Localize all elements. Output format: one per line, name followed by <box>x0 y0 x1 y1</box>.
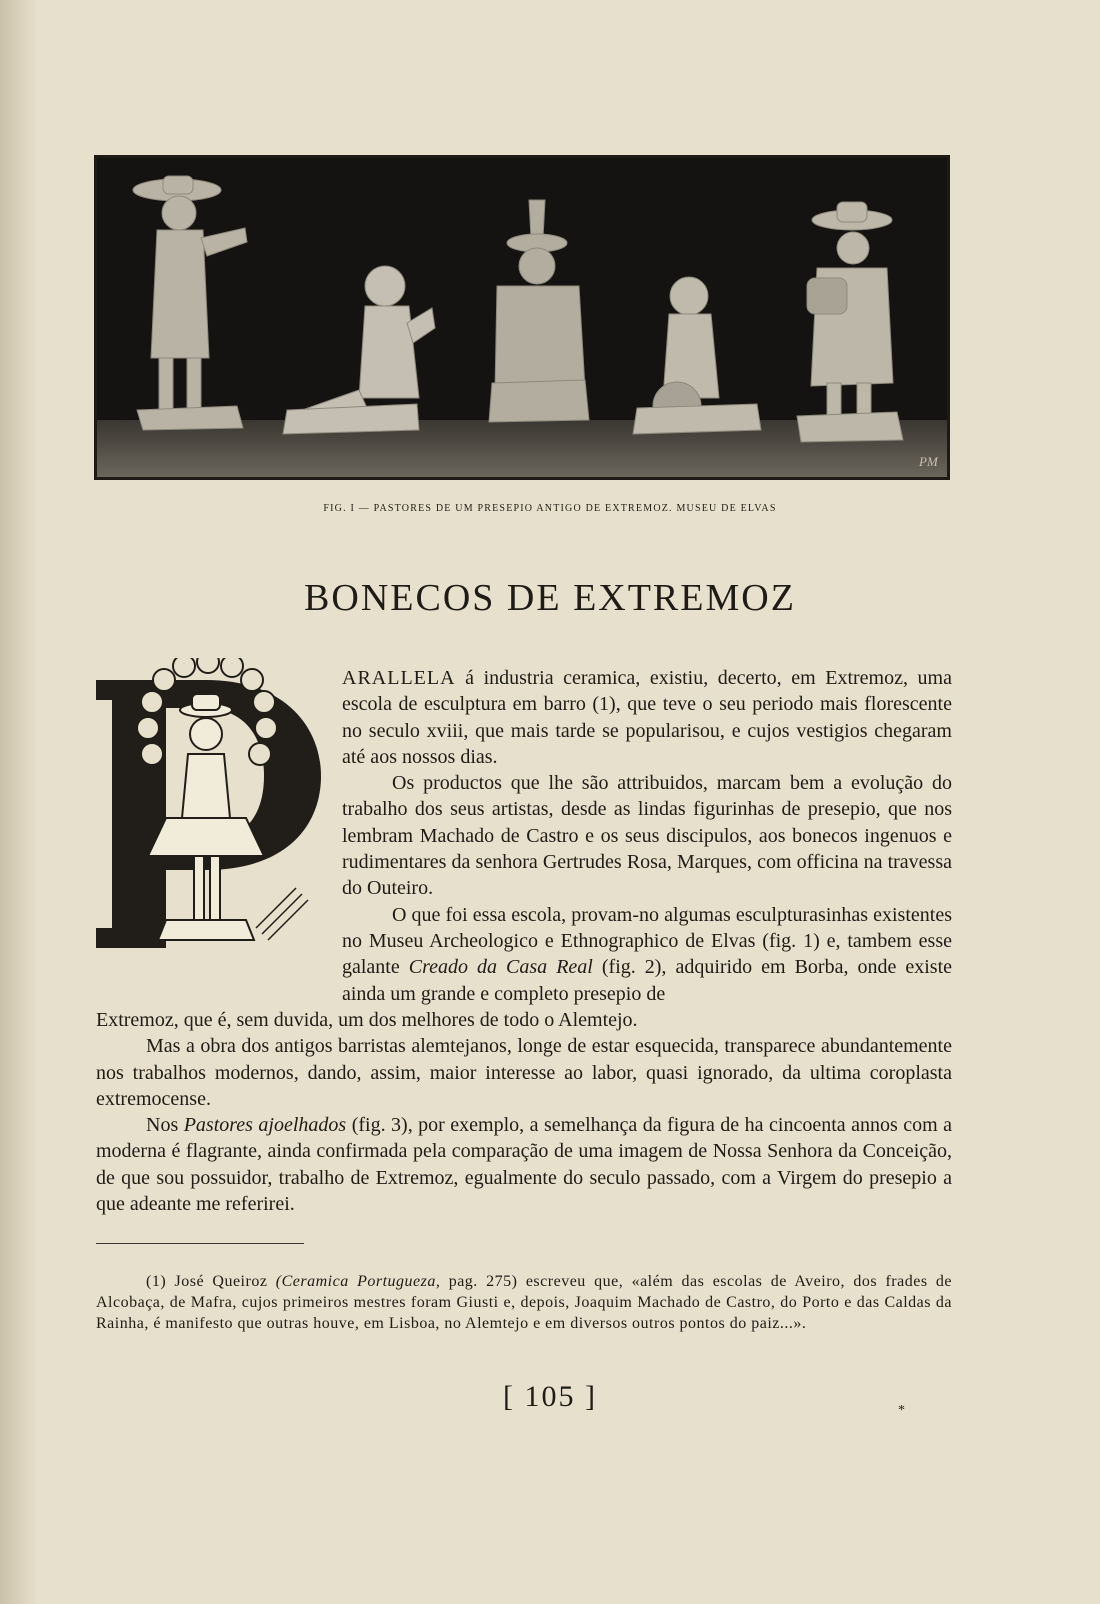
paragraph-2: Os productos que lhe são attribuidos, marcam bem a evolução do trabalho dos seus artistas, desde as lindas figurinhas de presepio, que nos lembram Machado de Castro e os seus discipulos, aos bonecos ingenuos e rudimentares da senhora Gertrudes Rosa, Marques, com officina na travessa do Outeiro. <box>342 772 952 900</box>
paragraph-3-text-a: O que foi essa escola, provam-no algumas esculpturasinhas existentes no Museu Archeologico e Ethnographico de Elvas (fig. 1) e, tambem esse galante <box>342 903 952 979</box>
paragraph-3-italic: Creado da Casa Real <box>408 956 593 979</box>
hatching-lines <box>256 888 308 940</box>
page-number: [ 105 ] <box>503 1380 597 1413</box>
paragraph-3-start <box>342 902 952 1007</box>
initial-continuation: ARALLELA <box>342 667 456 689</box>
footnote-separator <box>96 1243 304 1244</box>
paragraph-5-text-a: Nos <box>146 1114 184 1137</box>
figure-photograph <box>94 155 950 480</box>
figure-caption: FIG. I — PASTORES DE UM PRESEPIO ANTIGO DE EXTREMOZ. MUSEU DE ELVAS <box>323 503 777 514</box>
paragraph-1 <box>342 665 952 770</box>
paragraph-3-end: Extremoz, que é, sem duvida, um dos melhores de todo o Alemtejo. <box>96 1009 638 1031</box>
article-body-full-width <box>96 1007 952 1217</box>
footnote-italic: (Ceramica Portugueza, <box>275 1273 441 1290</box>
paragraph-5 <box>96 1112 952 1217</box>
article-title: BONECOS DE EXTREMOZ <box>304 577 796 619</box>
paragraph-3-text-b: (fig. 2), adquirido em Borba, onde existe ainda um grande e completo presepio de <box>342 956 953 1005</box>
paragraph-4: Mas a obra dos antigos barristas alemtejanos, longe de estar esquecida, transparece abundantemente nos trabalhos modernos, dando, assim, maior interesse ao labor, quasi ignorado, da ultima coroplasta extremocense. <box>96 1035 952 1110</box>
paragraph-5-italic: Pastores ajoelhados <box>183 1114 347 1137</box>
photographer-signature: PM <box>919 454 938 469</box>
paragraph-5-text-b: (fig. 3), por exemplo, a semelhança da figura de ha cincoenta annos com a moderna é flagrante, ainda confirmada pela comparação de uma imagem de Nossa Senhora da Conceição, de que sou possuidor, trabalho de Extremoz, egualmente do seculo passado, com a Virgem do presepio a que adeante me referirei. <box>96 1114 953 1216</box>
page-edge-shadow <box>0 0 38 1604</box>
footnote-text-b: pag. 275) escreveu que, «além das escolas de Aveiro, dos frades de Alcobaça, de Mafra, cujos primeiros mestres foram Giusti e, depois, Joaquim Machado de Castro, do Porto e das Caldas da Rainha, é manifesto que outras houve, em Lisboa, no Alemtejo e em diversos outros pontos do paiz...». <box>96 1273 953 1332</box>
star-mark: * <box>898 1403 905 1418</box>
paragraph-1-text: á industria ceramica, existiu, decerto, em Extremoz, uma escola de esculptura em barro (1), que teve o seu periodo mais florescente no seculo xviii, que mais tarde se popularisou, e cujos vestigios chegaram até aos nossos dias. <box>342 667 952 768</box>
decorative-initial-p <box>96 658 326 988</box>
footnote <box>96 1271 952 1334</box>
footnote-text-a: (1) José Queiroz <box>146 1273 276 1290</box>
figurines-illustration <box>97 158 947 477</box>
article-body-column-right <box>342 665 952 1007</box>
